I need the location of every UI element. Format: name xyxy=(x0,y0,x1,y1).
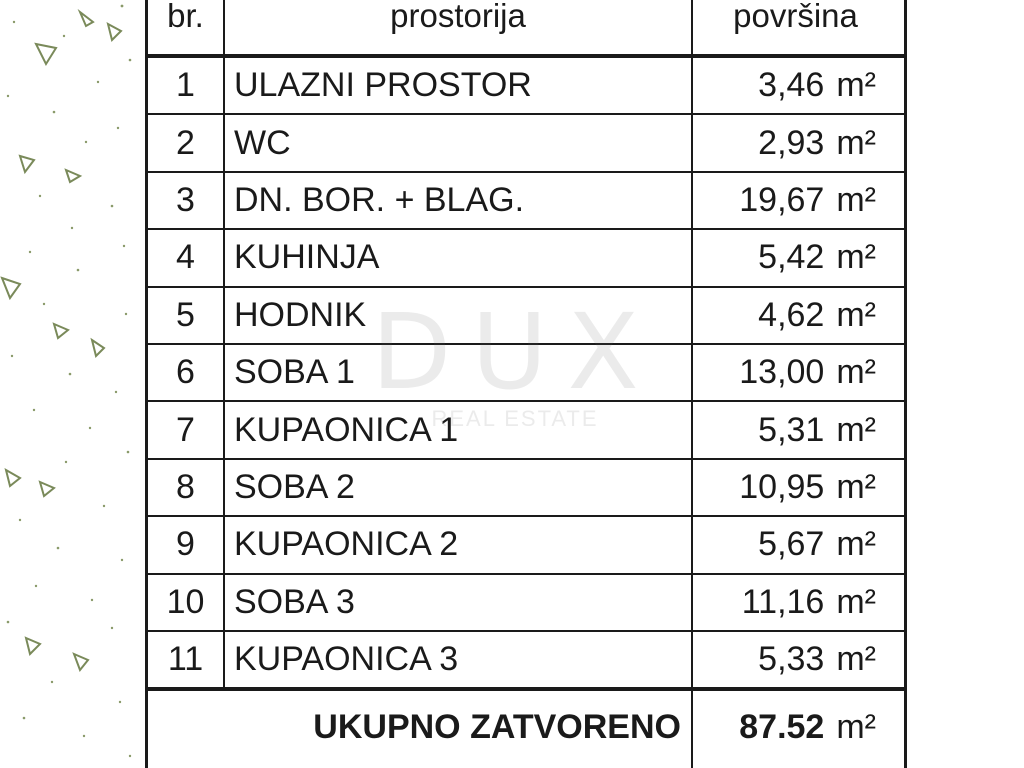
row-number: 7 xyxy=(148,402,225,457)
area-value: 5,31 xyxy=(758,410,825,449)
row-room: SOBA 1 xyxy=(225,345,693,400)
area-value: 3,46 xyxy=(758,66,825,105)
row-number: 4 xyxy=(148,230,225,285)
table-row xyxy=(148,230,904,287)
header-room: prostorija xyxy=(225,0,693,54)
row-room: KUPAONICA 3 xyxy=(225,632,693,687)
row-area xyxy=(693,517,898,572)
area-value: 10,95 xyxy=(739,467,825,506)
row-room: HODNIK xyxy=(225,288,693,343)
triangle-icon xyxy=(2,278,20,298)
row-number: 3 xyxy=(148,173,225,228)
area-unit: m² xyxy=(836,238,876,277)
table-row xyxy=(148,345,904,402)
area-unit: m² xyxy=(836,525,876,564)
row-area xyxy=(693,115,898,170)
table-row xyxy=(148,517,904,574)
row-number: 9 xyxy=(148,517,225,572)
area-value: 11,16 xyxy=(741,582,825,621)
area-value: 5,42 xyxy=(758,238,825,277)
area-unit: m² xyxy=(836,467,876,506)
header-area: površina xyxy=(733,0,858,34)
table-row xyxy=(148,575,904,632)
row-area xyxy=(693,575,898,630)
row-number: 6 xyxy=(148,345,225,400)
row-room: SOBA 3 xyxy=(225,575,693,630)
area-value: 5,67 xyxy=(758,525,825,564)
area-unit: m² xyxy=(836,180,876,219)
total-label: UKUPNO ZATVORENO xyxy=(148,691,693,768)
area-value: 19,67 xyxy=(739,180,825,219)
triangle-icon xyxy=(36,44,56,64)
table-row xyxy=(148,288,904,345)
row-number: 10 xyxy=(148,575,225,630)
row-number: 5 xyxy=(148,288,225,343)
area-unit: m² xyxy=(836,123,876,162)
row-room: KUPAONICA 2 xyxy=(225,517,693,572)
row-room: SOBA 2 xyxy=(225,460,693,515)
row-area xyxy=(693,460,898,515)
area-unit: m² xyxy=(836,353,876,392)
total-area xyxy=(693,691,898,768)
area-unit: m² xyxy=(836,640,876,679)
table-row xyxy=(148,402,904,459)
row-room: KUPAONICA 1 xyxy=(225,402,693,457)
triangle-icon xyxy=(80,12,93,26)
area-value: 4,62 xyxy=(758,295,825,334)
triangle-icon xyxy=(92,340,104,356)
total-row xyxy=(148,689,904,768)
landscape-symbols xyxy=(0,0,140,768)
area-unit: m² xyxy=(836,295,876,334)
row-area xyxy=(693,230,898,285)
triangle-icon xyxy=(108,24,121,40)
blank-margin xyxy=(905,0,1024,768)
area-unit: m² xyxy=(836,708,876,747)
row-area xyxy=(693,345,898,400)
row-area xyxy=(693,632,898,687)
row-area xyxy=(693,402,898,457)
triangle-icon xyxy=(66,170,80,182)
row-number: 2 xyxy=(148,115,225,170)
area-value: 5,33 xyxy=(758,640,825,679)
table-row xyxy=(148,115,904,172)
triangle-icon xyxy=(26,638,40,654)
table-row xyxy=(148,460,904,517)
row-number: 11 xyxy=(148,632,225,687)
row-area xyxy=(693,173,898,228)
area-value: 2,93 xyxy=(758,123,825,162)
row-number: 8 xyxy=(148,460,225,515)
area-unit: m² xyxy=(836,410,876,449)
total-area-value: 87.52 xyxy=(739,708,825,747)
row-room: KUHINJA xyxy=(225,230,693,285)
triangle-icon xyxy=(40,482,54,496)
table-row xyxy=(148,58,904,115)
area-unit: m² xyxy=(836,66,876,105)
area-value: 13,00 xyxy=(739,353,825,392)
row-area xyxy=(693,288,898,343)
row-area xyxy=(693,58,898,113)
row-room: WC xyxy=(225,115,693,170)
row-room: DN. BOR. + BLAG. xyxy=(225,173,693,228)
watermark-logo: DUX xyxy=(371,291,659,413)
room-area-table xyxy=(145,0,907,768)
triangle-icon xyxy=(20,156,34,172)
header-number: br. xyxy=(148,0,225,54)
area-unit: m² xyxy=(836,582,876,621)
watermark-subtitle: REAL ESTATE xyxy=(431,406,599,431)
row-number: 1 xyxy=(148,58,225,113)
triangle-icon xyxy=(74,654,88,670)
triangle-icon xyxy=(54,324,68,338)
triangle-icon xyxy=(6,470,20,486)
table-row xyxy=(148,173,904,230)
table-row xyxy=(148,632,904,689)
row-room: ULAZNI PROSTOR xyxy=(225,58,693,113)
table-header-row xyxy=(148,0,904,58)
